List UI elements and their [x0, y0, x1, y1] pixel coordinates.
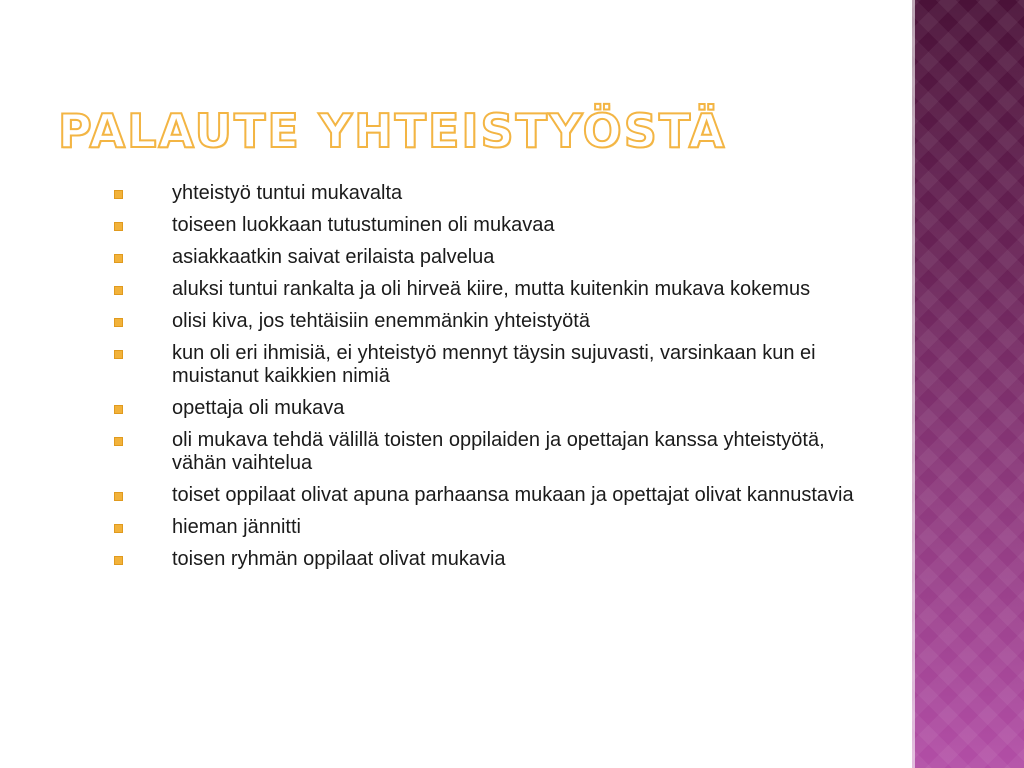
bullet-text: asiakkaatkin saivat erilaista palvelua [172, 246, 495, 268]
square-bullet-icon [114, 222, 123, 231]
bullet-item [112, 278, 872, 301]
square-bullet-icon [114, 556, 123, 565]
bullet-text: olisi kiva, jos tehtäisiin enemmänkin yhteistyötä [172, 310, 590, 332]
bullet-item [112, 246, 872, 269]
bullet-text: hieman jännitti [172, 516, 301, 538]
bullet-item [112, 429, 872, 475]
bullet-item [112, 484, 872, 507]
bullet-text: oli mukava tehdä välillä toisten oppilaiden ja opettajan kanssa yhteistyötä, vähän vaihtelua [172, 429, 825, 474]
bullet-text: yhteistyö tuntui mukavalta [172, 182, 403, 204]
bullet-text: toiset oppilaat olivat apuna parhaansa mukaan ja opettajat olivat kannustavia [172, 484, 854, 506]
slide-title: PALAUTE YHTEISTYÖSTÄ [58, 104, 727, 158]
decorative-side-panel [912, 0, 1024, 768]
square-bullet-icon [114, 492, 123, 501]
bullet-text: toisen ryhmän oppilaat olivat mukavia [172, 548, 506, 570]
bullet-item [112, 397, 872, 420]
square-bullet-icon [114, 254, 123, 263]
square-bullet-icon [114, 524, 123, 533]
bullet-item [112, 214, 872, 237]
square-bullet-icon [114, 318, 123, 327]
bullet-text: opettaja oli mukava [172, 397, 345, 419]
bullet-item [112, 182, 872, 205]
bullet-item [112, 342, 872, 388]
bullet-text: aluksi tuntui rankalta ja oli hirveä kiire, mutta kuitenkin mukava kokemus [172, 278, 811, 300]
square-bullet-icon [114, 286, 123, 295]
bullet-item [112, 516, 872, 539]
bullet-item [112, 548, 872, 571]
bullet-text: toiseen luokkaan tutustuminen oli mukavaa [172, 214, 555, 236]
square-bullet-icon [114, 405, 123, 414]
bullet-list [112, 182, 872, 580]
square-bullet-icon [114, 350, 123, 359]
bullet-text: kun oli eri ihmisiä, ei yhteistyö mennyt täysin sujuvasti, varsinkaan kun ei muistanut kaikkien nimiä [172, 342, 816, 387]
square-bullet-icon [114, 437, 123, 446]
bullet-item [112, 310, 872, 333]
square-bullet-icon [114, 190, 123, 199]
